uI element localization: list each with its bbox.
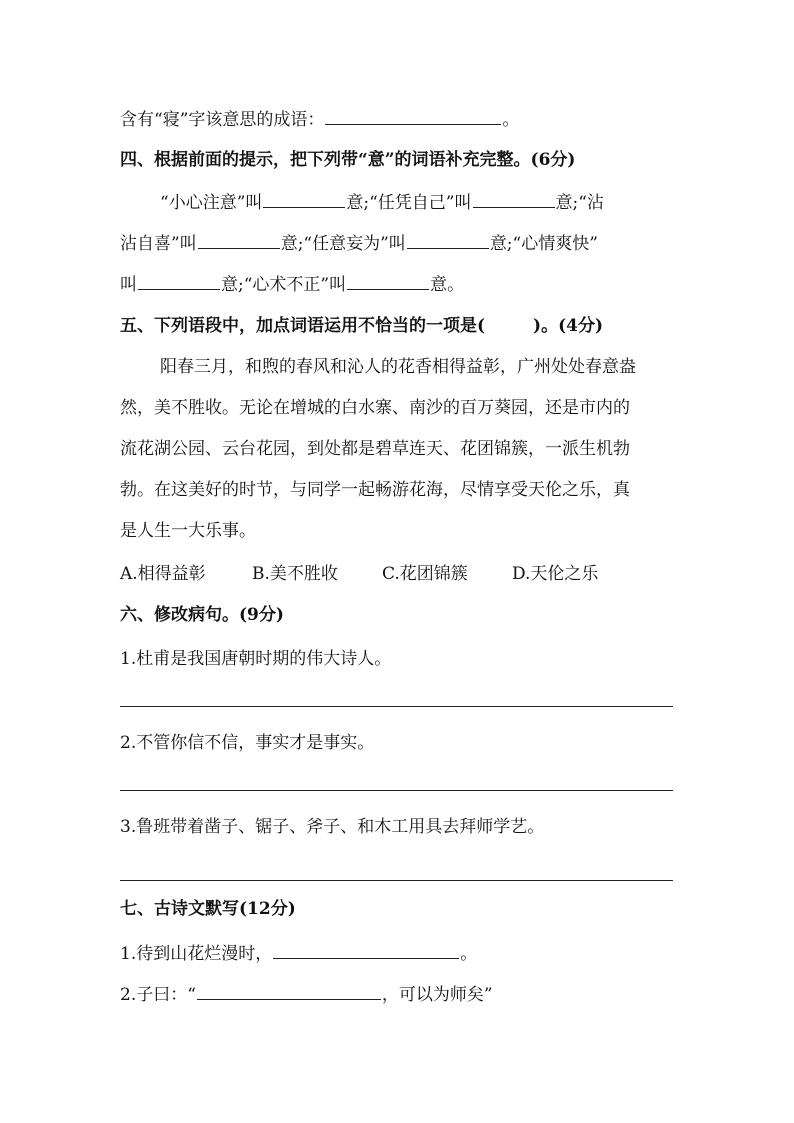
- s4-blank-3[interactable]: [198, 230, 280, 249]
- section-4-line-3: [120, 271, 464, 297]
- s7-item-2: [120, 981, 493, 1007]
- s4-l2-a: 沾自喜”叫: [120, 234, 197, 254]
- s4-blank-6[interactable]: [347, 271, 429, 290]
- option-d[interactable]: D.天伦之乐: [512, 564, 599, 584]
- s4-l2-c: 意;“心情爽快”: [489, 234, 598, 254]
- idiom-question-suffix: 。: [502, 110, 520, 130]
- s5-title-after: )。(4分): [533, 316, 604, 336]
- s4-blank-2[interactable]: [473, 189, 555, 208]
- s5-para-line-2: 然，美不胜收。无论在增城的白水寨、南沙的百万葵园，还是市内的: [120, 398, 630, 418]
- option-b[interactable]: B.美不胜收: [252, 564, 338, 584]
- s6-answer-line-2[interactable]: [120, 790, 673, 791]
- s7-item-2-suffix: ，可以为师矣”: [381, 985, 493, 1005]
- section-4-title: 四、根据前面的提示，把下列带“意”的词语补充完整。(6分): [120, 150, 576, 170]
- idiom-question-prefix: 含有“寝”字该意思的成语：: [120, 110, 325, 130]
- s6-item-3: 3.鲁班带着凿子、锯子、斧子、和木工用具去拜师学艺。: [120, 817, 545, 837]
- s5-options: [120, 562, 598, 586]
- s6-item-1: 1.杜甫是我国唐朝时期的伟大诗人。: [120, 649, 392, 669]
- option-a[interactable]: A.相得益彰: [120, 564, 206, 584]
- s4-l3-a: 叫: [120, 275, 137, 295]
- s4-l3-b: 意;“心术不正”叫: [221, 275, 347, 295]
- s5-para-line-1: 阳春三月，和煦的春风和沁人的花香相得益彰，广州处处春意盎: [160, 357, 636, 377]
- s5-title-before: 五、下列语段中，加点词语运用不恰当的一项是(: [120, 316, 486, 336]
- option-c[interactable]: C.花团锦簇: [382, 564, 468, 584]
- s7-item-1: [120, 940, 477, 966]
- idiom-question-line: [120, 106, 519, 132]
- s4-l1-c: 意;“沾: [555, 193, 604, 213]
- s5-para-line-5: 是人生一大乐事。: [120, 521, 256, 541]
- s4-blank-5[interactable]: [138, 271, 220, 290]
- section-5-title: [120, 314, 603, 338]
- section-7-title: 七、古诗文默写(12分): [120, 899, 296, 919]
- s4-blank-1[interactable]: [263, 189, 345, 208]
- s5-para-line-3: 流花湖公园、云台花园，到处都是碧草连天、花团锦簇，一派生机勃: [120, 439, 630, 459]
- s4-l3-c: 意。: [430, 275, 465, 295]
- s7-item-1-prefix: 1.待到山花烂漫时，: [120, 944, 273, 964]
- s4-l1-b: 意;“任凭自己”叫: [346, 193, 472, 213]
- section-4-line-1: [160, 189, 604, 215]
- s6-item-2: 2.不管你信不信，事实才是事实。: [120, 733, 375, 753]
- section-4-line-2: [120, 230, 598, 256]
- s6-answer-line-3[interactable]: [120, 880, 673, 881]
- s4-blank-4[interactable]: [407, 230, 489, 249]
- s7-item-1-suffix: 。: [460, 944, 478, 964]
- s7-item-2-blank[interactable]: [197, 981, 381, 1000]
- s7-item-1-blank[interactable]: [273, 940, 459, 959]
- s7-item-2-prefix: 2.子曰：“: [120, 985, 196, 1005]
- section-6-title: 六、修改病句。(9分): [120, 605, 284, 625]
- s4-l2-b: 意;“任意妄为”叫: [280, 234, 406, 254]
- idiom-answer-blank[interactable]: [325, 106, 501, 125]
- s4-l1-a: “小心注意”叫: [160, 193, 263, 213]
- s5-para-line-4: 勃。在这美好的时节，与同学一起畅游花海，尽情享受天伦之乐，真: [120, 480, 630, 500]
- s6-answer-line-1[interactable]: [120, 706, 673, 707]
